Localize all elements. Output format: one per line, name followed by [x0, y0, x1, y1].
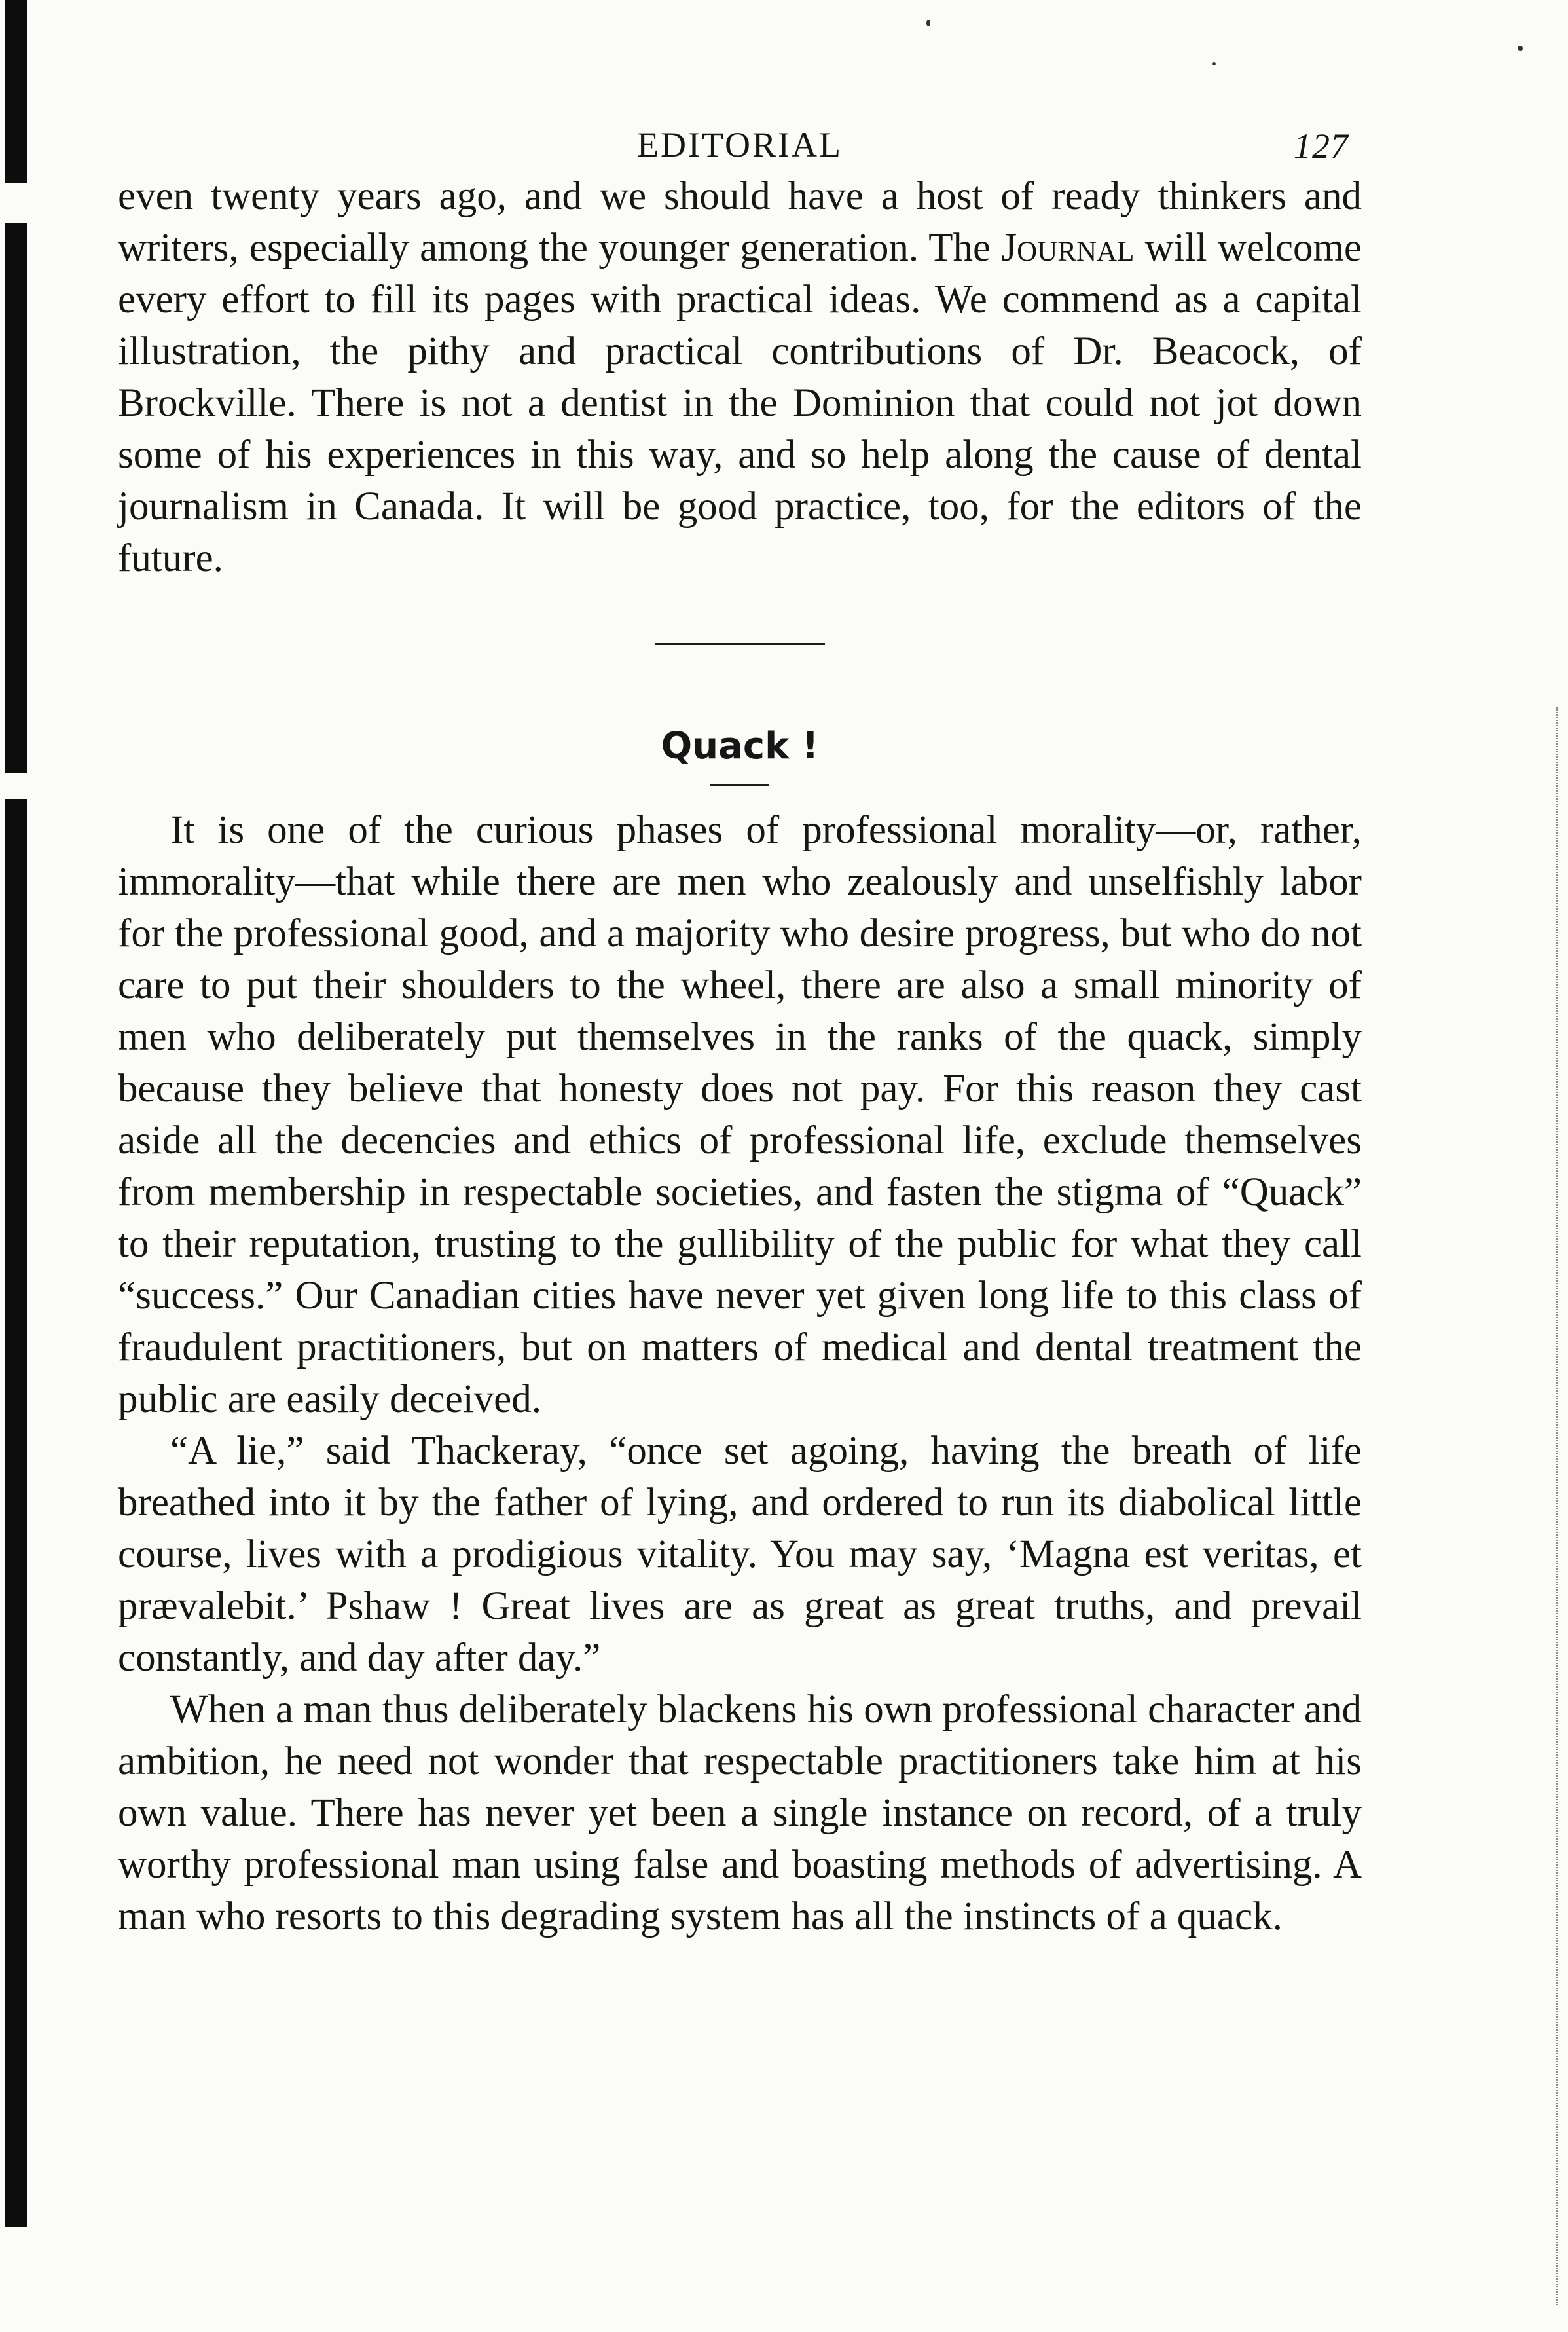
heading-underline — [710, 784, 769, 786]
intro-text-part-2: will welcome every effort to fill its pages with practical ideas. We commend as a capital illustration, the pithy and practical contributions of Dr. Beacock, of Brockville. There is not a dentist in the Dominion that could not jot down some of his experiences in this way, and so help along the cause of dental journalism in Canada. It will be good practice, too, for the editors of the future. — [118, 226, 1362, 580]
scan-speck — [926, 20, 930, 26]
scan-page-edge — [1555, 707, 1558, 2305]
running-head — [118, 111, 1362, 170]
section-divider — [655, 643, 825, 645]
body-paragraph: When a man thus deliberately blackens his own professional character and ambition, he need not wonder that respectable practitioners take him at his own value. There has never yet been a single instance on record, of a truly worthy professional man using false and boasting methods of advertising. A man who resorts to this degrading system has all the instincts of a quack. — [118, 1688, 1362, 1938]
scan-binding-gap — [5, 773, 31, 799]
intro-text-part-1: even twenty years ago, and we should have a host of ready thinkers and writers, especially among the younger generation. The — [118, 174, 1362, 270]
section-heading: Quack ! — [661, 725, 819, 768]
scan-speck — [1518, 46, 1523, 51]
running-head-title: EDITORIAL — [637, 125, 843, 164]
body-paragraph: It is one of the curious phases of professional morality—or, rather, immorality—that while there are men who zealously and unselfishly labor for the professional good, and a majority who desire progress, but who do not care to put their shoulders to the wheel, there are also a small minority of men who deliberately put themselves in the ranks of the quack, simply because they believe that honesty does not pay. For this reason they cast aside all the decencies and ethics of professional life, exclude themselves from membership in respectable societies, and fasten the stigma of “Quack” to their reputation, trusting to the gullibility of the public for what they call “success.” Our Canadian cities have never yet given long life to this class of fraudulent practitioners, but on matters of medical and dental treatment the public are easily deceived. — [118, 808, 1362, 1421]
scan-binding-gap — [5, 183, 31, 223]
page-number: 127 — [1294, 126, 1349, 166]
body-paragraph: “A lie,” said Thackeray, “once set agoing, having the breath of life breathed into it by the father of lying, and ordered to run its diabolical little course, lives with a prodigious vitality. You may say, ‘Magna est veritas, et prævalebit.’ Pshaw ! Great lives are as great as great truths, and prevail constantly, and day after day.” — [118, 1429, 1362, 1680]
journal-word: Journal — [1001, 226, 1135, 270]
intro-paragraph — [118, 170, 1362, 584]
page-content — [118, 111, 1362, 1942]
scan-speck — [1212, 62, 1216, 65]
scan-binding-edge — [5, 0, 27, 2227]
